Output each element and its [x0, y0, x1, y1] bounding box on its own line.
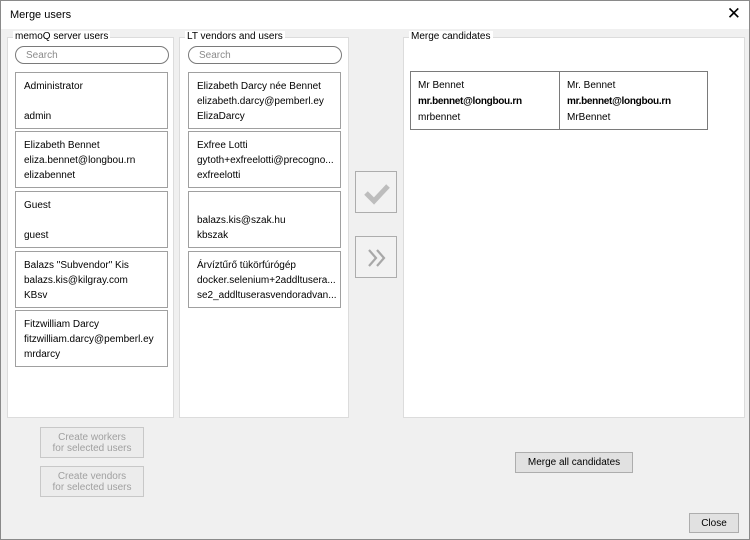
user-login: se2_addltuserasvendoradvan...	[197, 290, 337, 301]
candidate-email: mr.bennet@longbou.rn	[567, 96, 671, 107]
user-login: exfreelotti	[197, 170, 241, 181]
user-name: Elizabeth Darcy née Bennet	[197, 81, 321, 92]
candidate-login: MrBennet	[567, 112, 611, 123]
user-login: ElizaDarcy	[197, 111, 245, 122]
panel-label: memoQ server users	[15, 31, 109, 42]
vendor-user-card[interactable]	[188, 72, 341, 129]
user-name: Balazs "Subvendor" Kis	[24, 260, 129, 271]
vendor-user-card[interactable]	[188, 251, 341, 308]
candidate-email: mr.bennet@longbou.rn	[418, 96, 522, 107]
close-button[interactable]: Close	[689, 513, 739, 533]
user-login: mrdarcy	[24, 349, 61, 360]
title-bar	[1, 1, 749, 29]
server-user-card[interactable]	[15, 310, 168, 367]
user-email: docker.selenium+2addltusera...	[197, 275, 336, 286]
move-to-candidates-button[interactable]	[355, 236, 397, 278]
double-chevron-right-icon	[362, 243, 392, 273]
user-email: elizabeth.darcy@pemberl.ey	[197, 96, 324, 107]
button-label-line: for selected users	[52, 442, 132, 454]
button-label-line: Create workers	[58, 431, 126, 443]
create-workers-button[interactable]	[40, 427, 144, 458]
user-email: balazs.kis@szak.hu	[197, 215, 286, 226]
user-email: balazs.kis@kilgray.com	[24, 275, 128, 286]
button-label-line: for selected users	[52, 481, 132, 493]
vendor-user-card[interactable]	[188, 191, 341, 248]
create-vendors-button[interactable]	[40, 466, 144, 497]
user-name: Árvíztűrő tükörfúrógép	[197, 260, 296, 271]
vendors-search-input[interactable]	[188, 46, 342, 64]
vendor-user-card[interactable]	[188, 131, 341, 188]
server-user-card[interactable]	[15, 191, 168, 248]
panel-label: LT vendors and users	[187, 31, 283, 42]
user-name: Fitzwilliam Darcy	[24, 319, 99, 330]
user-email	[24, 94, 164, 109]
window-title: Merge users	[10, 9, 72, 21]
server-users-search-input[interactable]	[15, 46, 169, 64]
close-window-icon[interactable]: ✕	[726, 4, 741, 23]
merge-all-candidates-button[interactable]: Merge all candidates	[515, 452, 633, 473]
panel-label: Merge candidates	[411, 31, 491, 42]
user-email: eliza.bennet@longbou.rn	[24, 155, 136, 166]
user-email: gytoth+exfreelotti@precogno...	[197, 155, 334, 166]
user-email: fitzwilliam.darcy@pemberl.ey	[24, 334, 154, 345]
server-user-card[interactable]	[15, 131, 168, 188]
user-name: Administrator	[24, 81, 83, 92]
user-name: Guest	[24, 200, 51, 211]
candidate-login: mrbennet	[418, 112, 461, 123]
candidate-name: Mr Bennet	[418, 80, 465, 91]
user-login: KBsv	[24, 290, 48, 301]
user-name	[197, 198, 337, 213]
server-user-card[interactable]	[15, 251, 168, 308]
user-login: kbszak	[197, 230, 229, 241]
merge-candidate-row[interactable]	[410, 71, 708, 130]
candidate-right	[560, 72, 707, 129]
check-icon	[362, 178, 392, 208]
user-login: guest	[24, 230, 49, 241]
user-name: Elizabeth Bennet	[24, 140, 100, 151]
server-user-card[interactable]	[15, 72, 168, 129]
user-login: admin	[24, 111, 52, 122]
candidate-name: Mr. Bennet	[567, 80, 616, 91]
accept-match-button[interactable]	[355, 171, 397, 213]
user-login: elizabennet	[24, 170, 76, 181]
button-label-line: Create vendors	[57, 470, 127, 482]
user-name: Exfree Lotti	[197, 140, 248, 151]
candidate-left	[411, 72, 560, 129]
user-email	[24, 213, 164, 228]
